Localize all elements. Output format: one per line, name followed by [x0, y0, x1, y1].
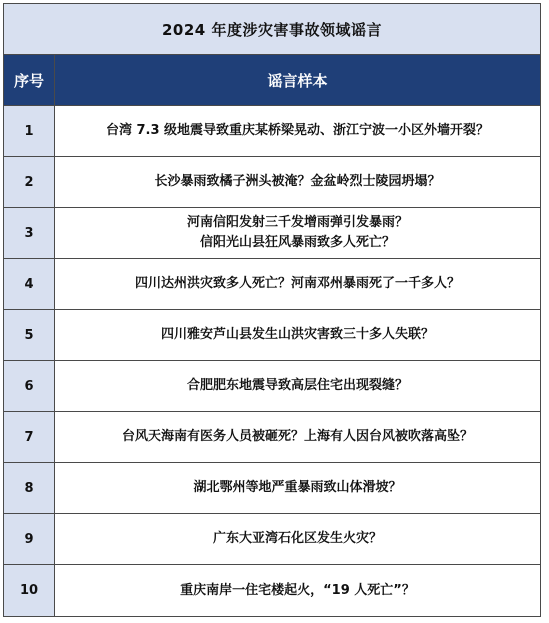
- table-body: [4, 106, 540, 616]
- row-number: 5: [4, 310, 55, 360]
- rumor-text: 台风天海南有医务人员被砸死？上海有人因台风被吹落高坠？: [121, 429, 473, 444]
- row-number: 4: [4, 259, 55, 309]
- table-row: [4, 361, 540, 412]
- rumor-text: 四川雅安芦山县发生山洪灾害致三十多人失联？: [160, 327, 434, 342]
- rumor-text: 台湾 7.3 级地震导致重庆某桥梁晃动、浙江宁波一小区外墙开裂？: [105, 123, 490, 138]
- table-title: 2024 年度涉灾害事故领域谣言: [4, 4, 540, 55]
- table-row: [4, 157, 540, 208]
- header-number: 序号: [4, 55, 55, 105]
- table-row: [4, 412, 540, 463]
- row-number: 7: [4, 412, 55, 462]
- row-number: 8: [4, 463, 55, 513]
- rumor-text: 湖北鄂州等地严重暴雨致山体滑坡？: [193, 480, 402, 495]
- table-row: [4, 106, 540, 157]
- table-row: [4, 310, 540, 361]
- row-number: 9: [4, 514, 55, 564]
- table-row: [4, 463, 540, 514]
- table-row: [4, 514, 540, 565]
- rumor-text: 广东大亚湾石化区发生火灾？: [212, 531, 382, 546]
- row-number: 3: [4, 208, 55, 258]
- row-number: 10: [4, 565, 55, 616]
- rumor-text: 重庆南岸一住宅楼起火，“19 人死亡”？: [180, 582, 415, 598]
- header-rumor-sample: 谣言样本: [267, 71, 328, 90]
- rumor-text: 合肥肥东地震导致高层住宅出现裂缝？: [186, 378, 408, 393]
- rumor-text: 四川达州洪灾致多人死亡？河南邓州暴雨死了一千多人？: [134, 276, 460, 291]
- table-header-row: [4, 55, 540, 106]
- rumor-text: 长沙暴雨致橘子洲头被淹？金盆岭烈士陵园坍塌？: [154, 174, 441, 189]
- table-row: [4, 259, 540, 310]
- rumor-table: [3, 3, 541, 617]
- row-number: 1: [4, 106, 55, 156]
- table-row: [4, 208, 540, 259]
- row-number: 6: [4, 361, 55, 411]
- rumor-text: 河南信阳发射三千发增雨弹引发暴雨？ 信阳光山县狂风暴雨致多人死亡？: [186, 215, 408, 250]
- row-number: 2: [4, 157, 55, 207]
- table-row: [4, 565, 540, 616]
